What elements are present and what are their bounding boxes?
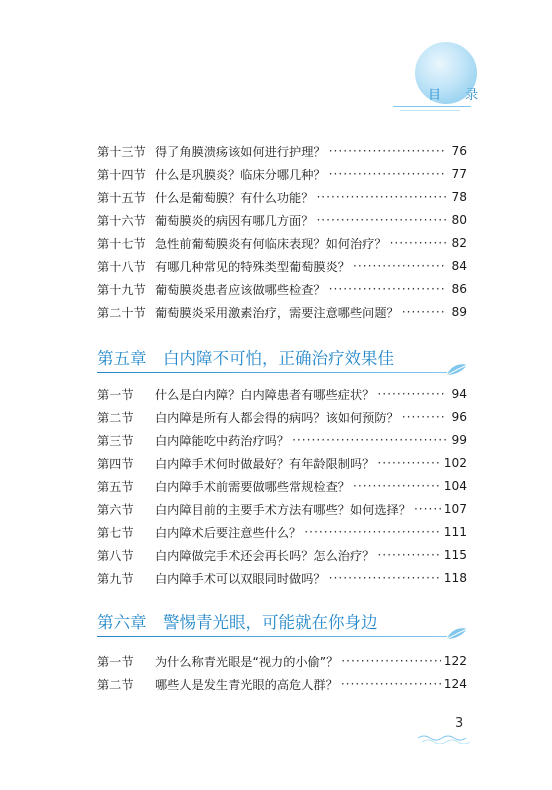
toc-entry[interactable] (97, 545, 467, 565)
section-number: 第十三节 (97, 144, 146, 159)
chapter-underline (97, 372, 447, 374)
section-number: 第二节 (97, 677, 134, 692)
toc-entry[interactable] (97, 279, 467, 299)
section-page: 82 (451, 236, 467, 250)
section-page: 77 (451, 167, 467, 181)
toc-entry[interactable] (97, 499, 467, 519)
toc-entry[interactable] (97, 384, 467, 404)
header-rule (393, 106, 471, 107)
section-title: 白内障做完手术还会再长吗？怎么治疗？ (155, 548, 375, 563)
page-title: 目 录 (428, 88, 489, 103)
section-page: 86 (451, 282, 467, 296)
chapter-title: 第五章 白内障不可怕，正确治疗效果佳 (97, 349, 394, 368)
section-page: 122 (443, 654, 467, 668)
dot-leader (377, 456, 440, 470)
section-title: 什么是巩膜炎？临床分哪几种？ (155, 167, 326, 182)
dot-leader (304, 525, 440, 539)
dot-leader (390, 236, 446, 250)
section-number: 第八节 (97, 548, 134, 563)
dot-leader (353, 479, 441, 493)
dot-leader (402, 410, 446, 424)
toc-entry[interactable] (97, 256, 467, 276)
dot-leader (341, 654, 440, 668)
section-page: 102 (443, 456, 467, 470)
section-title: 白内障目前的主要手术方法有哪些？如何选择？ (155, 502, 411, 517)
toc-entry[interactable] (97, 430, 467, 450)
section-page: 107 (443, 502, 467, 516)
section-number: 第五节 (97, 479, 134, 494)
section-page: 84 (451, 259, 467, 273)
section-number: 第十六节 (97, 213, 146, 228)
section-page: 118 (443, 571, 467, 585)
section-number: 第四节 (97, 456, 134, 471)
dot-leader (377, 387, 446, 401)
section-page: 76 (451, 144, 467, 158)
section-title: 葡萄膜炎采用激素治疗，需要注意哪些问题？ (155, 305, 399, 320)
section-number: 第七节 (97, 525, 134, 540)
toc-entry[interactable] (97, 568, 467, 588)
section-number: 第六节 (97, 502, 134, 517)
dot-leader (329, 282, 446, 296)
dot-leader (329, 571, 441, 585)
chapter-6-heading[interactable] (97, 607, 469, 637)
dot-leader (402, 305, 446, 319)
toc-entry[interactable] (97, 453, 467, 473)
page-number: 3 (455, 716, 464, 731)
section-number: 第十五节 (97, 190, 146, 205)
chapter-underline (97, 636, 447, 638)
dot-leader (329, 167, 446, 181)
section-title: 白内障能吃中药治疗吗？ (155, 433, 290, 448)
section-page: 89 (451, 305, 467, 319)
section-title: 白内障手术可以双眼同时做吗？ (155, 571, 326, 586)
dot-leader (292, 433, 446, 447)
section-page: 96 (451, 410, 467, 424)
section-title: 白内障手术何时做最好？有年龄限制吗？ (155, 456, 375, 471)
section-number: 第十八节 (97, 259, 146, 274)
section-number: 第十四节 (97, 167, 146, 182)
leaf-icon (445, 627, 469, 641)
section-page: 99 (451, 433, 467, 447)
toc-entry[interactable] (97, 674, 467, 694)
section-title: 得了角膜溃疡该如何进行护理？ (155, 144, 326, 159)
section-page: 78 (451, 190, 467, 204)
section-title: 为什么称青光眼是“视力的小偷”？ (155, 654, 339, 669)
footer-wave-decoration (418, 734, 470, 744)
section-number: 第二节 (97, 410, 134, 425)
toc-entry[interactable] (97, 187, 467, 207)
section-page: 104 (443, 479, 467, 493)
dot-leader (329, 144, 446, 158)
toc-entry[interactable] (97, 522, 467, 542)
section-page: 124 (443, 677, 467, 691)
dot-leader (353, 259, 446, 273)
toc-entry[interactable] (97, 651, 467, 671)
dot-leader (377, 548, 440, 562)
section-number: 第一节 (97, 654, 134, 669)
section-title: 白内障术后要注意些什么？ (155, 525, 302, 540)
toc-entry[interactable] (97, 233, 467, 253)
header-rule-secondary (400, 110, 460, 111)
section-number: 第十九节 (97, 282, 146, 297)
section-number: 第九节 (97, 571, 134, 586)
chapter-5-heading[interactable] (97, 343, 469, 373)
dot-leader (316, 213, 446, 227)
toc-entry[interactable] (97, 164, 467, 184)
section-number: 第二十节 (97, 305, 146, 320)
section-title: 有哪几种常见的特殊类型葡萄膜炎？ (155, 259, 350, 274)
section-title: 什么是葡萄膜？有什么功能？ (155, 190, 314, 205)
section-number: 第十七节 (97, 236, 146, 251)
dot-leader (316, 190, 446, 204)
leaf-icon (445, 363, 469, 377)
section-title: 白内障是所有人都会得的病吗？该如何预防？ (155, 410, 399, 425)
section-page: 111 (443, 525, 467, 539)
chapter-title: 第六章 警惕青光眼，可能就在你身边 (97, 613, 378, 632)
dot-leader (341, 677, 441, 691)
section-page: 94 (451, 387, 467, 401)
section-title: 哪些人是发生青光眼的高危人群？ (155, 677, 338, 692)
section-title: 什么是白内障？白内障患者有哪些症状？ (155, 387, 375, 402)
section-number: 第一节 (97, 387, 134, 402)
toc-entry[interactable] (97, 407, 467, 427)
section-title: 白内障手术前需要做哪些常规检查？ (155, 479, 350, 494)
dot-leader (414, 502, 441, 516)
toc-entry[interactable] (97, 476, 467, 496)
toc-entry[interactable] (97, 210, 467, 230)
toc-entry[interactable] (97, 302, 467, 322)
section-page: 80 (451, 213, 467, 227)
section-number: 第三节 (97, 433, 134, 448)
section-page: 115 (443, 548, 467, 562)
section-title: 葡萄膜炎患者应该做哪些检查？ (155, 282, 326, 297)
section-title: 葡萄膜炎的病因有哪几方面？ (155, 213, 314, 228)
toc-entry[interactable] (97, 141, 467, 161)
section-title: 急性前葡萄膜炎有何临床表现？如何治疗？ (155, 236, 387, 251)
